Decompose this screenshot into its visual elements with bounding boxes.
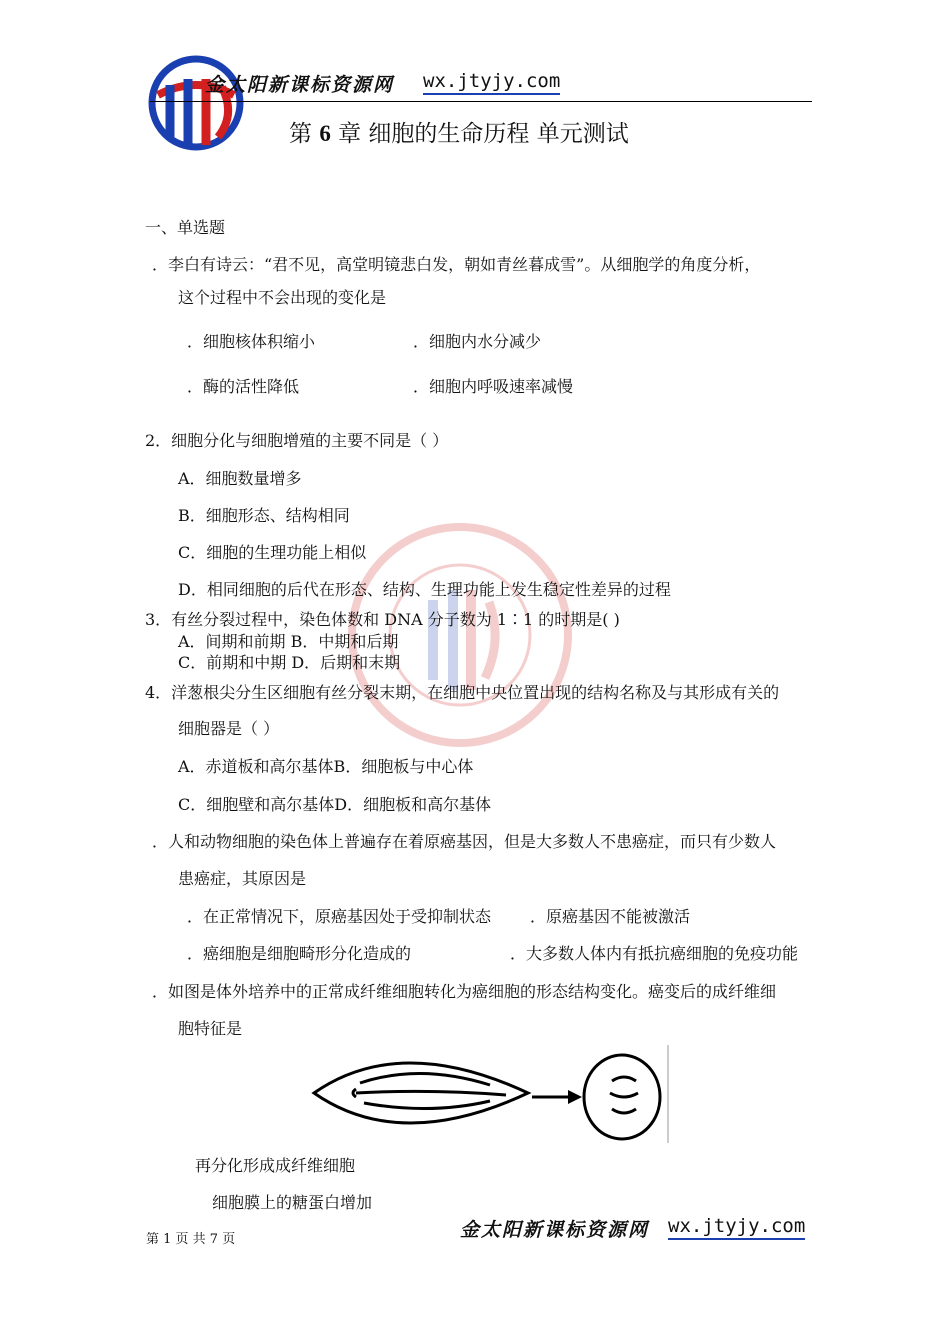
question-6-stem: ．如图是体外培养中的正常成纤维细胞转化为癌细胞的形态结构变化。癌变后的成纤维细 [152, 982, 777, 1001]
question-1-option-c: ．酶的活性降低 [187, 377, 300, 396]
question-1-option-b: ．细胞内水分减少 [413, 332, 542, 351]
question-2-stem: 2．细胞分化与细胞增殖的主要不同是（ ） [145, 431, 449, 450]
question-4-options-cd: C．细胞壁和高尔基体D．细胞板和高尔基体 [178, 795, 492, 814]
question-5-option-a: ．在正常情况下，原癌基因处于受抑制状态 [187, 907, 492, 926]
question-5-stem: ．人和动物细胞的染色体上普遍存在着原癌基因，但是大多数人不患癌症，而只有少数人 [152, 832, 777, 851]
question-2-option-b: B．细胞形态、结构相同 [178, 506, 350, 525]
question-6-stem-cont: 胞特征是 [178, 1019, 243, 1038]
question-3-options-ab: A．间期和前期 B．中期和后期 [178, 632, 399, 651]
question-5-option-d: ．大多数人体内有抵抗癌细胞的免疫功能 [510, 944, 799, 963]
question-4-stem: 4．洋葱根尖分生区细胞有丝分裂末期，在细胞中央位置出现的结构名称及与其形成有关的 [145, 683, 780, 702]
question-1-option-d: ．细胞内呼吸速率减慢 [413, 377, 574, 396]
question-2-option-c: C．细胞的生理功能上相似 [178, 543, 367, 562]
footer-url-link[interactable]: wx.jtyjy.com [668, 1215, 805, 1240]
question-2-option-a: A．细胞数量增多 [178, 469, 302, 488]
header-brand: 金太阳新课标资源网 [205, 74, 395, 96]
question-5-stem-cont: 患癌症，其原因是 [178, 869, 307, 888]
question-6-option-b: 细胞膜上的糖蛋白增加 [212, 1193, 373, 1212]
question-1-stem: ．李白有诗云：“君不见，高堂明镜悲白发，朝如青丝暮成雪”。从细胞学的角度分析， [152, 255, 761, 274]
question-4-stem-cont: 细胞器是（ ） [178, 719, 280, 738]
question-2-option-d: D．相同细胞的后代在形态、结构、生理功能上发生稳定性差异的过程 [178, 580, 671, 599]
footer-brand: 金太阳新课标资源网 [460, 1219, 650, 1241]
cell-transformation-figure [310, 1045, 672, 1145]
question-5-option-c: ．癌细胞是细胞畸形分化造成的 [187, 944, 412, 963]
section-heading: 一、单选题 [145, 218, 226, 237]
question-1-option-a: ．细胞核体积缩小 [187, 332, 316, 351]
question-1-stem-cont: 这个过程中不会出现的变化是 [178, 288, 387, 307]
page-number: 第 1 页 共 7 页 [146, 1232, 236, 1247]
header-divider [150, 101, 812, 102]
question-4-options-ab: A．赤道板和高尔基体B．细胞板与中心体 [178, 757, 474, 776]
question-3-options-cd: C．前期和中期 D．后期和末期 [178, 653, 401, 672]
question-3-stem: 3．有丝分裂过程中，染色体数和 DNA 分子数为 1∶1 的时期是( ) [145, 610, 620, 629]
question-5-option-b: ．原癌基因不能被激活 [530, 907, 691, 926]
page-title: 第 6 章 细胞的生命历程 单元测试 [289, 121, 629, 147]
question-6-option-a: 再分化形成成纤维细胞 [195, 1156, 356, 1175]
header-url-link[interactable]: wx.jtyjy.com [423, 70, 560, 95]
